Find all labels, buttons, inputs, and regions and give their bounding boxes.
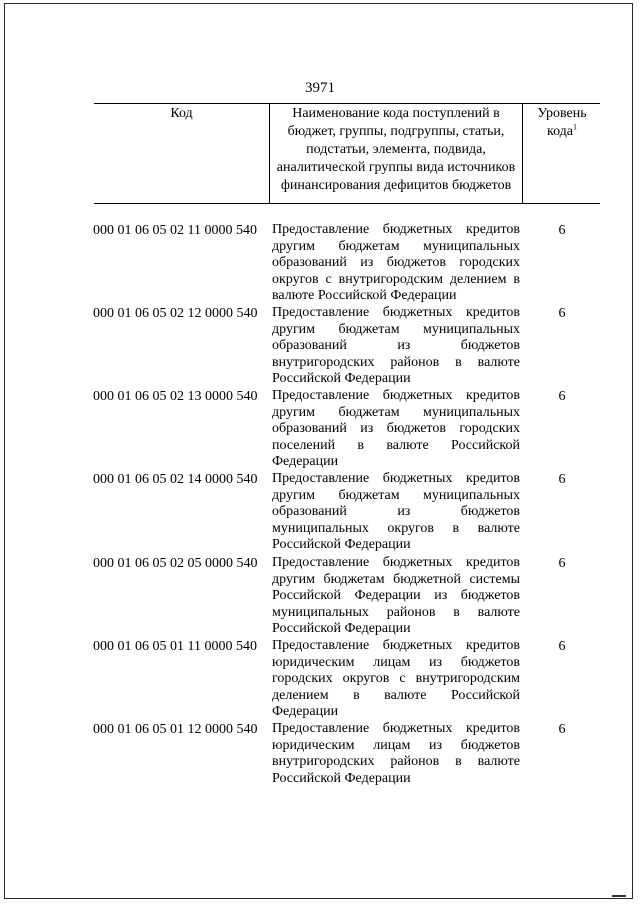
row-level: 6 bbox=[558, 306, 566, 321]
row-code: 000 01 06 05 01 12 0000 540 bbox=[93, 722, 258, 737]
header-level-footnote: 1 bbox=[573, 122, 578, 132]
row-level: 6 bbox=[558, 639, 566, 654]
table-header bbox=[94, 103, 600, 204]
row-name: Предоставление бюджетных кредитов другим бюджетам муниципальных образований из бюджетов городских поселений в валюте Российской Федерации bbox=[272, 388, 520, 470]
row-name: Предоставление бюджетных кредитов другим бюджетам муниципальных образований из бюджетов городских округов с внутригородским делением в валюте Российской Федерации bbox=[272, 222, 520, 304]
row-level: 6 bbox=[558, 556, 566, 571]
row-name: Предоставление бюджетных кредитов другим бюджетам бюджетной системы Российской Федерации из бюджетов муниципальных районов в валюте Российской Федерации bbox=[272, 555, 520, 637]
row-code: 000 01 06 05 01 11 0000 540 bbox=[93, 639, 257, 654]
row-code: 000 01 06 05 02 05 0000 540 bbox=[93, 556, 258, 571]
row-level: 6 bbox=[558, 389, 566, 404]
header-divider bbox=[522, 104, 523, 203]
row-name: Предоставление бюджетных кредитов юридическим лицам из бюджетов внутригородских районов в валюте Российской Федерации bbox=[272, 721, 520, 786]
row-name: Предоставление бюджетных кредитов юридическим лицам из бюджетов городских округов с внутригородским делением в валюте Российской Федерации bbox=[272, 638, 520, 720]
row-name: Предоставление бюджетных кредитов другим бюджетам муниципальных образований из бюджетов муниципальных округов в валюте Российской Федерации bbox=[272, 471, 520, 553]
scan-mark bbox=[612, 895, 626, 897]
row-code: 000 01 06 05 02 12 0000 540 bbox=[93, 306, 258, 321]
row-code: 000 01 06 05 02 14 0000 540 bbox=[93, 472, 258, 487]
header-divider bbox=[269, 104, 270, 203]
row-level: 6 bbox=[558, 223, 566, 238]
header-code: Код bbox=[170, 106, 193, 121]
header-level bbox=[524, 105, 600, 141]
row-name: Предоставление бюджетных кредитов другим бюджетам муниципальных образований из бюджетов внутригородских районов в валюте Российской Федерации bbox=[272, 305, 520, 387]
row-level: 6 bbox=[558, 722, 566, 737]
row-code: 000 01 06 05 02 13 0000 540 bbox=[93, 389, 258, 404]
header-level-label: Уровень кода bbox=[537, 106, 587, 139]
header-name: Наименование кода поступлений в бюджет, группы, подгруппы, статьи, подстатьи, элемента, подвида, аналитической группы вида источников финансирования дефицитов бюджетов bbox=[276, 106, 516, 193]
page-number: 3971 bbox=[305, 80, 335, 96]
row-code: 000 01 06 05 02 11 0000 540 bbox=[93, 223, 257, 238]
row-level: 6 bbox=[558, 472, 566, 487]
